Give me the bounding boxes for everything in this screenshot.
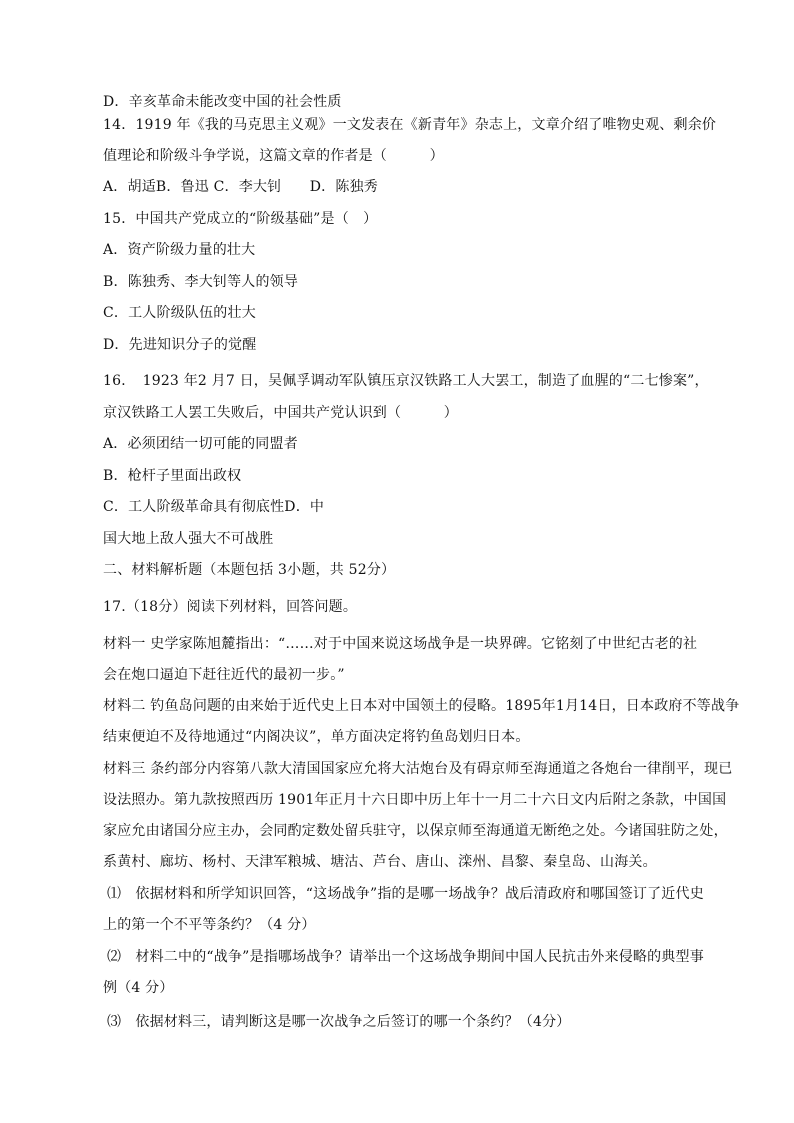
q17-material3-line3: 家应允由诸国分应主办，会同酌定数处留兵驻守，以保京师至海通道无断绝之处。今诸国驻防之处， — [103, 823, 728, 839]
q17-sub1-line1: ⑴ 依据材料和所学知识回答，“这场战争”指的是哪一场战争？战后清政府和哪国签订了近代史 — [107, 886, 704, 902]
q16-option-a: A．必须团结一切可能的同盟者 — [103, 436, 298, 452]
q16-stem-line2: 京汉铁路工人罢工失败后，中国共产党认识到（ ） — [103, 405, 458, 421]
q16-option-b: B．枪杆子里面出政权 — [103, 468, 242, 484]
q13-option-d: D．辛亥革命未能改变中国的社会性质 — [103, 94, 342, 110]
q17-sub2-line1: ⑵ 材料二中的“战争”是指哪场战争？请举出一个这场战争期间中国人民抗击外来侵略的典型事 — [107, 949, 704, 965]
q17-sub3-line1: ⑶ 依据材料三，请判断这是哪一次战争之后签订的哪一个条约？（4分） — [107, 1014, 571, 1030]
q17-material1-line2: 会在炮口逼迫下赶往近代的最初一步。” — [103, 667, 345, 683]
q14-options: A．胡适B．鲁迅 C．李大钊 D．陈独秀 — [103, 179, 378, 195]
q17-material3-line1: 材料三 条约部分内容第八款大清国国家应允将大沽炮台及有碍京师至海通道之各炮台一律削平，现已 — [103, 761, 733, 777]
q17-material2-line1: 材料二 钓鱼岛问题的由来始于近代史上日本对中国领土的侵略。1895年1月14日，日本政府不等战争 — [103, 698, 740, 714]
q17-sub1-line2: 上的第一个不平等条约？（4 分） — [103, 917, 316, 933]
q16-option-c-d: C．工人阶级革命具有彻底性D．中 — [103, 499, 325, 515]
q17-material3-line2: 设法照办。第九款按照西历 1901年正月十六日即中历上年十一月二十六日文内后附之条款，中国国 — [103, 792, 727, 808]
q17-sub2-line2: 例（4 分） — [103, 980, 174, 996]
q16-option-d-cont: 国大地上敌人强大不可战胜 — [103, 531, 274, 547]
q17-stem: 17.（18分）阅读下列材料，回答问题。 — [103, 599, 358, 615]
section2-heading: 二、材料解析题（本题包括 3小题，共 52分） — [103, 562, 396, 578]
q15-option-c: C．工人阶级队伍的壮大 — [103, 305, 256, 321]
q17-material1-line1: 材料一 史学家陈旭麓指出：“……对于中国来说这场战争是一块界碑。它铭刻了中世纪古老的社 — [103, 636, 698, 652]
q15-option-a: A．资产阶级力量的壮大 — [103, 242, 256, 258]
q14-stem-line1: 14．1919 年《我的马克思主义观》一文发表在《新青年》杂志上，文章介绍了唯物史观、剩余价 — [103, 117, 717, 133]
q15-option-b: B．陈独秀、李大钊等人的领导 — [103, 274, 299, 290]
q17-material2-line2: 结束便迫不及待地通过“内阁决议”，单方面决定将钓鱼岛划归日本。 — [103, 729, 530, 745]
q14-stem-line2: 值理论和阶级斗争学说，这篇文章的作者是（ ） — [103, 148, 444, 164]
q16-stem-line1: 16． 1923 年2 月7 日，吴佩孚调动军队镇压京汉铁路工人大罢工，制造了血腥的“二七惨案”， — [103, 373, 709, 389]
q15-stem: 15．中国共产党成立的“阶级基础”是（ ） — [103, 211, 378, 227]
q15-option-d: D．先进知识分子的觉醒 — [103, 337, 257, 353]
q17-material3-line4: 系黄村、廊坊、杨村、天津军粮城、塘沽、芦台、唐山、滦州、昌黎、秦皇岛、山海关。 — [103, 854, 657, 870]
